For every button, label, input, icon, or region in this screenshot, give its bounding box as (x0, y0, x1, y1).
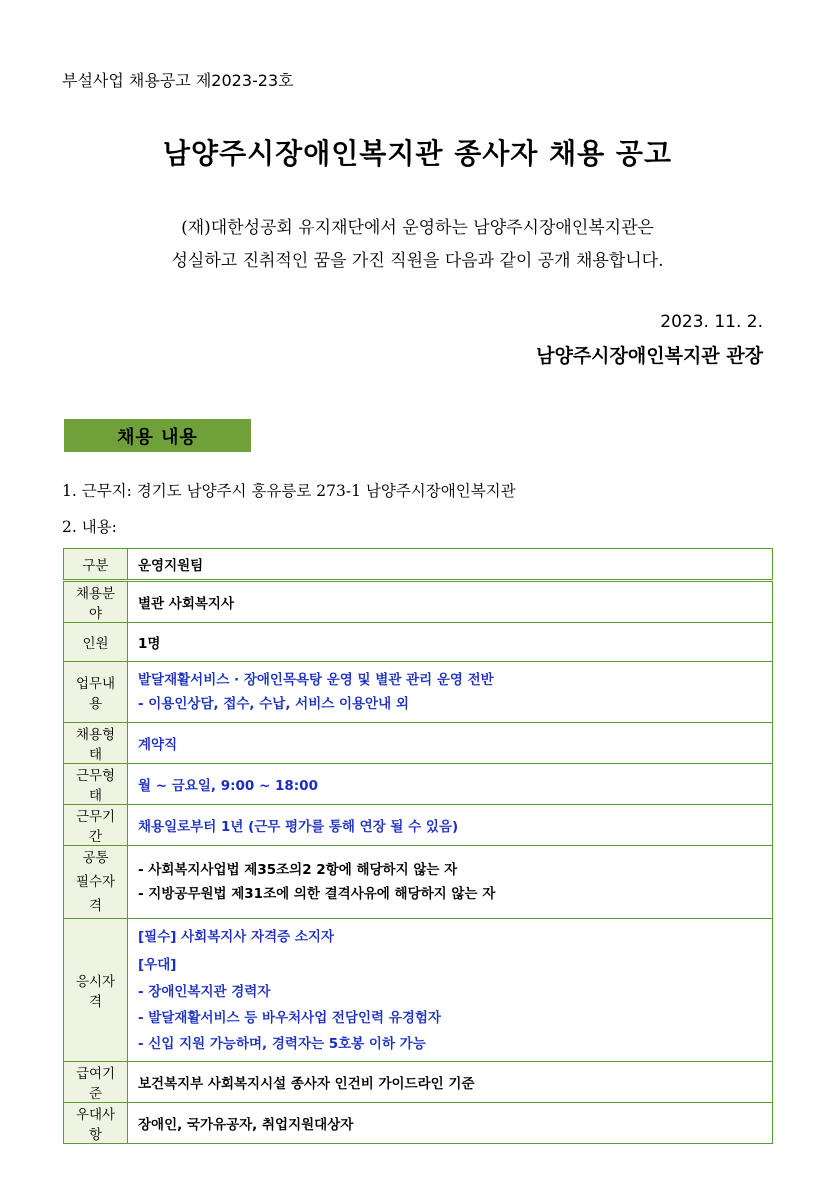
row-label: 채용분야 (64, 581, 128, 623)
row-label (64, 846, 128, 919)
row-label: 응시자격 (64, 919, 128, 1062)
value-line: - 사회복지사업법 제35조의2 2항에 해당하지 않는 자 (138, 862, 458, 878)
table-row (64, 764, 773, 805)
row-label: 채용형태 (64, 723, 128, 764)
table-row (64, 919, 773, 1062)
intro-line: 성실하고 진취적인 꿈을 가진 직원을 다음과 같이 공개 채용합니다. (171, 251, 664, 271)
notice-date: 2023. 11. 2. (660, 312, 763, 332)
workplace-line: 1. 근무지: 경기도 남양주시 홍유릉로 273-1 남양주시장애인복지관 (62, 482, 516, 500)
row-value (128, 662, 773, 723)
value-line: [필수] 사회복지사 자격증 소지자 (138, 929, 334, 945)
row-value (128, 846, 773, 919)
value-line: [우대] (138, 957, 177, 973)
row-label: 구분 (64, 549, 128, 581)
row-value (128, 919, 773, 1062)
label-line: 필수자격 (75, 874, 116, 914)
table-row (64, 805, 773, 846)
value-line: 발달재활서비스 · 장애인목욕탕 운영 및 별관 관리 운영 전반 (138, 672, 494, 688)
intro-paragraph (0, 212, 835, 278)
table-row (64, 549, 773, 581)
row-value: 계약직 (128, 723, 773, 764)
row-label: 업무내용 (64, 662, 128, 723)
notice-number: 부설사업 채용공고 제2023-23호 (62, 71, 294, 90)
page-title: 남양주시장애인복지관 종사자 채용 공고 (162, 137, 673, 170)
table-row (64, 581, 773, 623)
row-value: 보건복지부 사회복지시설 종사자 인건비 가이드라인 기준 (128, 1062, 773, 1103)
intro-line: (재)대한성공회 유지재단에서 운영하는 남양주시장애인복지관은 (181, 218, 654, 238)
row-label: 우대사항 (64, 1103, 128, 1144)
row-label: 급여기준 (64, 1062, 128, 1103)
value-line: - 이용인상담, 접수, 수납, 서비스 이용안내 외 (138, 696, 409, 712)
section-tag: 채용 내용 (64, 419, 251, 452)
table-row (64, 623, 773, 662)
row-label: 인원 (64, 623, 128, 662)
value-line: - 지방공무원법 제31조에 의한 결격사유에 해당하지 않는 자 (138, 886, 496, 902)
value-line: - 발달재활서비스 등 바우처사업 전담인력 유경험자 (138, 1010, 441, 1026)
recruitment-table (63, 548, 773, 1144)
table-row (64, 662, 773, 723)
table-row (64, 1062, 773, 1103)
value-line: - 신입 지원 가능하며, 경력자는 5호봉 이하 가능 (138, 1036, 426, 1052)
content-line: 2. 내용: (62, 518, 117, 536)
row-label: 근무기간 (64, 805, 128, 846)
table-row (64, 1103, 773, 1144)
label-line: 공통 (82, 850, 109, 866)
table-row (64, 723, 773, 764)
table-row (64, 846, 773, 919)
row-value: 별관 사회복지사 (128, 581, 773, 623)
row-value: 운영지원팀 (128, 549, 773, 581)
value-line: - 장애인복지관 경력자 (138, 984, 271, 1000)
row-value: 장애인, 국가유공자, 취업지원대상자 (128, 1103, 773, 1144)
row-value: 1명 (128, 623, 773, 662)
row-value: 채용일로부터 1년 (근무 평가를 통해 연장 될 수 있음) (128, 805, 773, 846)
row-label: 근무형태 (64, 764, 128, 805)
row-value: 월 ~ 금요일, 9:00 ~ 18:00 (128, 764, 773, 805)
signer: 남양주시장애인복지관 관장 (536, 345, 763, 367)
